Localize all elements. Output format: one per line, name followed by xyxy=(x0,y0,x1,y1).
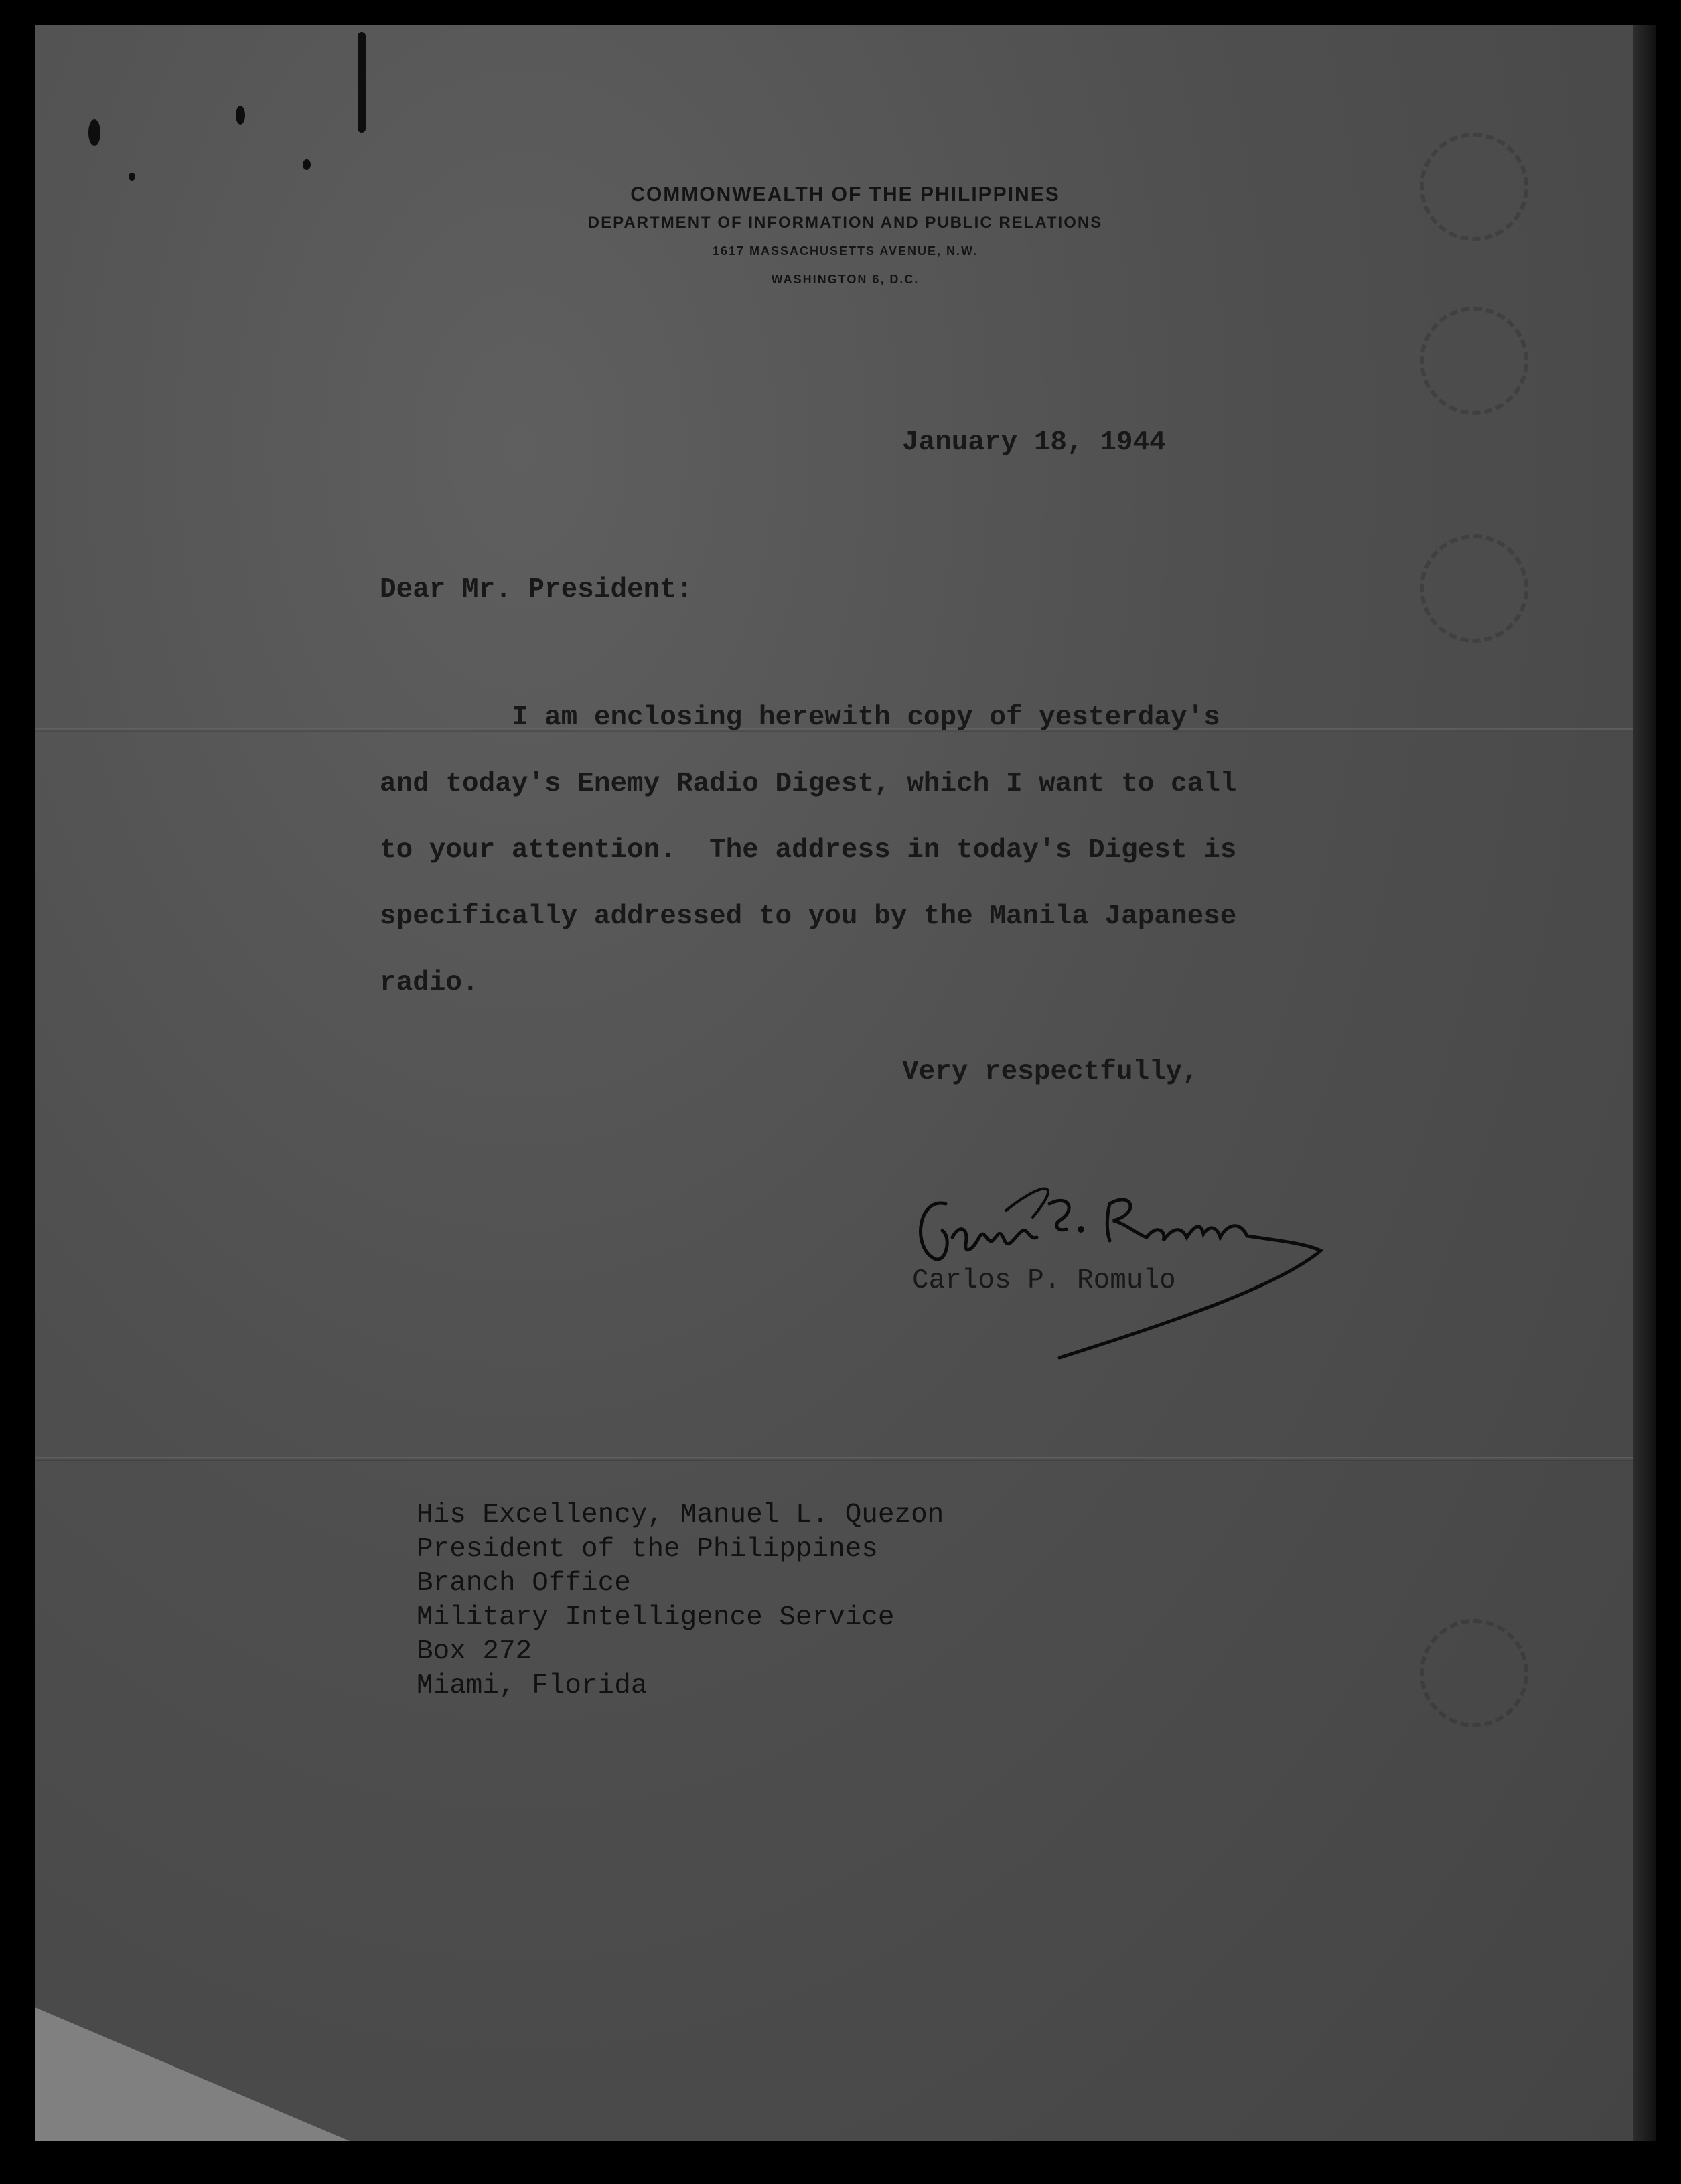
bleed-through-mark xyxy=(1420,534,1528,643)
folded-corner xyxy=(35,2007,350,2141)
page-edge-shadow xyxy=(1633,25,1656,2141)
letterhead-street: 1617 MASSACHUSETTS AVENUE, N.W. xyxy=(712,244,978,258)
ink-speck xyxy=(236,106,245,125)
bleed-through-mark xyxy=(1420,1619,1528,1727)
ink-speck xyxy=(358,32,366,133)
body-line: and today's Enemy Radio Digest, which I want to call xyxy=(380,769,1237,799)
paper-fold-line xyxy=(35,1457,1656,1461)
letterhead-title: COMMONWEALTH OF THE PHILIPPINES xyxy=(630,183,1060,206)
ink-speck xyxy=(88,119,100,146)
letter-body xyxy=(380,685,1304,1016)
body-line: I am enclosing herewith copy of yesterday's xyxy=(380,702,1220,733)
address-line: His Excellency, Manuel L. Quezon xyxy=(417,1500,944,1531)
address-line: Box 272 xyxy=(417,1636,532,1667)
address-line: Miami, Florida xyxy=(417,1670,648,1701)
recipient-address xyxy=(417,1498,944,1703)
letterhead-city: WASHINGTON 6, D.C. xyxy=(771,272,920,286)
body-line: radio. xyxy=(380,967,479,998)
address-line: Military Intelligence Service xyxy=(417,1602,895,1633)
address-line: Branch Office xyxy=(417,1568,631,1599)
closing: Very respectfully, xyxy=(902,1057,1199,1087)
address-line: President of the Philippines xyxy=(417,1534,878,1565)
salutation: Dear Mr. President: xyxy=(380,574,693,605)
typed-signer-name: Carlos P. Romulo xyxy=(912,1265,1176,1296)
letter-date: January 18, 1944 xyxy=(902,427,1166,458)
body-line: specifically addressed to you by the Manila Japanese xyxy=(380,901,1237,932)
letter-page xyxy=(35,25,1656,2141)
bleed-through-mark xyxy=(1420,307,1528,415)
body-line: to your attention. The address in today's Digest is xyxy=(380,835,1237,866)
ink-speck xyxy=(129,173,135,181)
ink-speck xyxy=(303,159,311,170)
letterhead xyxy=(35,181,1656,293)
letterhead-department: DEPARTMENT OF INFORMATION AND PUBLIC RELATIONS xyxy=(587,214,1103,232)
